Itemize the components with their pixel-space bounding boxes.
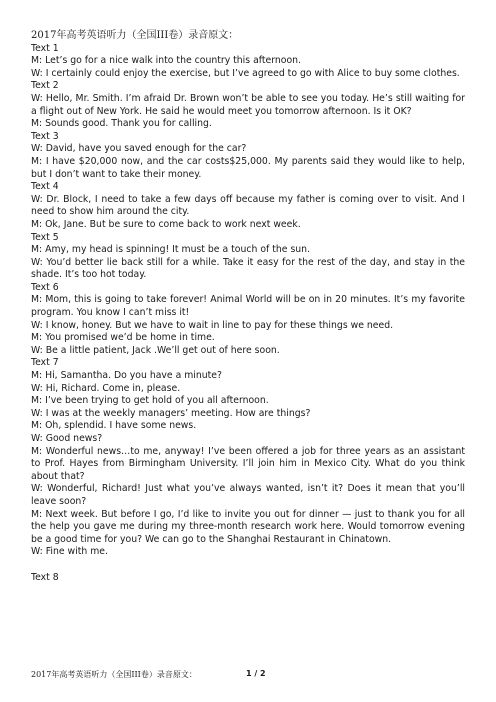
document-body <box>31 30 465 584</box>
section-text-2 <box>31 80 465 130</box>
section-text-8 <box>31 572 465 585</box>
dialogue-line: W: I certainly could enjoy the exercise, but I’ve agreed to go with Alice to buy some clothes. <box>31 67 460 79</box>
dialogue-line: M: You promised we’d be home in time. <box>31 332 215 344</box>
section-label: Text 3 <box>31 130 59 142</box>
section-text-1 <box>31 43 465 81</box>
dialogue-line: M: I have $20,000 now, and the car costs$25,000. My parents said they would like to help, but I don’t want to take their money. <box>31 155 465 180</box>
section-label: Text 1 <box>31 42 59 54</box>
section-text-4 <box>31 181 465 231</box>
section-text-6 <box>31 282 465 358</box>
section-label: Text 6 <box>31 281 59 293</box>
dialogue-line: W: Hi, Richard. Come in, please. <box>31 382 181 394</box>
section-label: Text 4 <box>31 181 59 193</box>
page-indicator: 1 / 2 <box>246 669 266 678</box>
dialogue-line: M: Next week. But before I go, I’d like to invite you out for dinner — just to thank you for all the help you gave me during my three-month research work here. Would tomorrow evening be a good time for you? We can go to the Shanghai Restaurant in Chinatown. <box>31 508 465 545</box>
dialogue-line: W: David, have you saved enough for the car? <box>31 143 247 155</box>
section-label: Text 7 <box>31 357 59 369</box>
dialogue-line: W: I was at the weekly managers’ meeting. How are things? <box>31 407 311 419</box>
section-label: Text 2 <box>31 80 59 92</box>
dialogue-line: W: I know, honey. But we have to wait in line to pay for these things we need. <box>31 319 394 331</box>
section-spacer <box>31 559 465 572</box>
section-text-5 <box>31 232 465 282</box>
dialogue-line: M: Sounds good. Thank you for calling. <box>31 118 212 130</box>
dialogue-line: W: You’d better lie back still for a while. Take it easy for the rest of the day, and stay in the shade. It’s too hot today. <box>31 256 465 281</box>
dialogue-line: M: Let’s go for a nice walk into the country this afternoon. <box>31 55 302 67</box>
dialogue-line: M: Oh, splendid. I have some news. <box>31 420 197 432</box>
dialogue-line: M: Amy, my head is spinning! It must be a touch of the sun. <box>31 244 311 256</box>
dialogue-line: M: Mom, this is going to take forever! Animal World will be on in 20 minutes. It’s my favorite program. You know I can’t miss it! <box>31 294 465 319</box>
dialogue-line: W: Hello, Mr. Smith. I’m afraid Dr. Brown won’t be able to see you today. He’s still waiting for a flight out of New York. He said he would meet you tomorrow afternoon. Is it OK? <box>31 92 465 117</box>
section-text-3 <box>31 131 465 181</box>
section-text-7 <box>31 357 465 559</box>
dialogue-line: M: I’ve been trying to get hold of you all afternoon. <box>31 395 269 407</box>
dialogue-line: W: Dr. Block, I need to take a few days off because my father is coming over to visit. And I need to show him around the city. <box>31 193 465 218</box>
document-title: 2017年高考英语听力（全国III卷）录音原文： <box>31 30 239 41</box>
dialogue-line: W: Fine with me. <box>31 546 108 558</box>
dialogue-line: M: Hi, Samantha. Do you have a minute? <box>31 370 222 382</box>
dialogue-line: M: Wonderful news…to me, anyway! I’ve been offered a job for three years as an assistant to Prof. Hayes from Birmingham University. I’ll join him in Mexico City. What do you think about that? <box>31 445 465 482</box>
footer-title: 2017年高考英语听力（全国III卷）录音原文： <box>31 670 197 679</box>
dialogue-line: W: Wonderful, Richard! Just what you’ve always wanted, isn’t it? Does it mean that you’ll leave soon? <box>31 483 465 507</box>
dialogue-line: M: Ok, Jane. But be sure to come back to work next week. <box>31 218 301 230</box>
section-label: Text 8 <box>31 571 59 583</box>
dialogue-line: W: Be a little patient, Jack .We’ll get out of here soon. <box>31 344 280 356</box>
section-label: Text 5 <box>31 231 59 243</box>
dialogue-line: W: Good news? <box>31 433 103 444</box>
